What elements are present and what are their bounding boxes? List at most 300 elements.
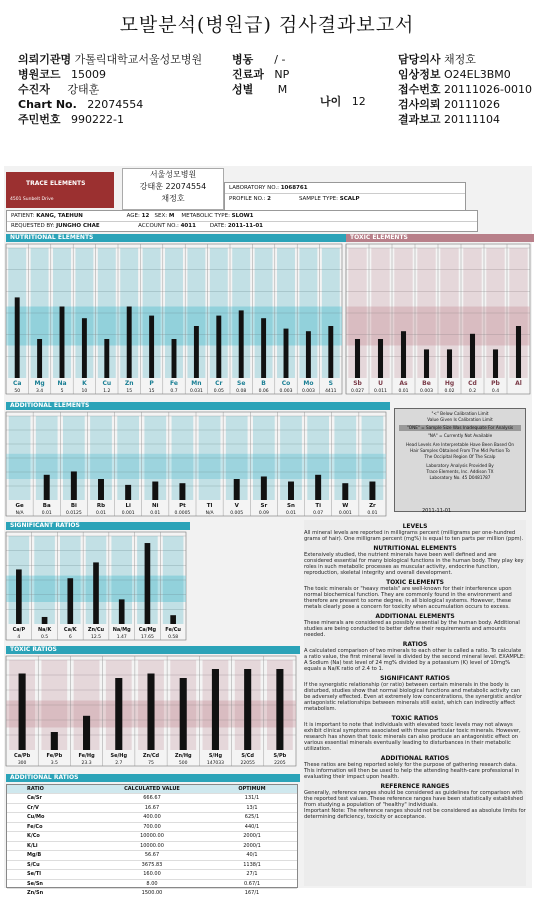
bar-Cd (470, 334, 475, 378)
category-label: S/Cd (241, 753, 255, 759)
bar-Pt (179, 483, 185, 500)
significant-ratios-chart (6, 532, 186, 640)
value-label: 0.07 (313, 511, 324, 516)
note-heading: TOXIC RATIOS (391, 715, 439, 722)
legend-line: Trace Elements, Inc. Addison TX (426, 469, 494, 474)
table-cell: 40/1 (246, 852, 258, 858)
value-label: 4411 (325, 389, 337, 394)
value-label: 5 (60, 389, 64, 394)
value: O24EL3BM0 (444, 68, 511, 81)
toxic-banner: TOXIC ELEMENTS (346, 234, 534, 242)
value-label: 0.01 (150, 511, 161, 516)
value-label: 300 (17, 761, 27, 766)
value-label: 2205 (274, 761, 286, 766)
category-label: Ca/K (63, 627, 77, 633)
label: PROFILE NO.: (229, 196, 266, 202)
table-cell: 13/1 (246, 804, 258, 811)
additional-chart (6, 412, 386, 516)
table-cell: S/Cu (27, 861, 40, 868)
value-label: 3.5 (50, 761, 58, 766)
table-row (7, 879, 297, 889)
bar-Sr (261, 476, 267, 500)
value: 12 (351, 95, 366, 108)
scanned-report (4, 166, 532, 896)
bar-Li (125, 485, 131, 500)
category-label: P (149, 380, 154, 387)
category-label: Mn (191, 380, 202, 387)
label: DATE: (209, 223, 227, 229)
column-tint (34, 536, 55, 624)
table-cell: Zn/Sn (27, 890, 44, 896)
table-cell: 16.67 (144, 804, 160, 811)
table-cell: 27/1 (246, 871, 258, 877)
header-age (320, 94, 366, 109)
value: 4011 (180, 223, 196, 229)
bar-Fe/Pb (51, 732, 58, 750)
value-label: 1.2 (103, 389, 111, 394)
category-label: Be (422, 380, 431, 387)
bar-Zn (127, 307, 132, 379)
bar-Pb (493, 349, 498, 378)
category-label: Rb (96, 503, 106, 509)
column-header: RATIO (27, 786, 44, 792)
table-row (7, 888, 297, 898)
bar-Ca/K (67, 578, 73, 624)
value-label: 0.7 (170, 389, 178, 394)
table-cell: Mg/B (27, 852, 42, 858)
category-label: Ca/Pb (14, 753, 31, 759)
value-label: 500 (178, 761, 188, 766)
column-tint (163, 536, 184, 624)
value-label: 0.2 (468, 389, 477, 394)
value-label: 0.05 (213, 389, 224, 394)
bar-Mg (37, 339, 42, 378)
value: 2011-11-01 (227, 223, 264, 229)
note-heading: SIGNIFICANT RATIOS (380, 675, 450, 682)
note-text: These minerals are considered as possibly essential by the human body. Additional studies are being conducted to better define their requirements and amounts needed. (304, 620, 520, 638)
bar-Be (424, 349, 429, 378)
column-header: CALCULATED VALUE (124, 786, 180, 792)
bar-K (82, 318, 87, 378)
value-label: 0.031 (189, 389, 203, 394)
note-heading: ADDITIONAL RATIOS (380, 755, 450, 762)
label: 담당의사 (398, 53, 441, 66)
additional-banner: ADDITIONAL ELEMENTS (6, 402, 390, 410)
table-body (7, 793, 297, 898)
category-label: Ge (15, 503, 24, 509)
value: M (277, 83, 288, 96)
label: SEX: (154, 213, 168, 219)
bar-Ba (44, 475, 50, 500)
header-row (18, 67, 202, 82)
table-cell: K/Li (27, 842, 38, 849)
value-label: 6 (68, 635, 72, 640)
table-cell: Ca/Sr (27, 795, 42, 801)
label: REQUESTED BY: (11, 223, 55, 229)
nutritional-banner: NUTRITIONAL ELEMENTS (6, 234, 346, 242)
value: 2 (267, 196, 271, 202)
note-text: These ratios are being reported solely for the purpose of gathering research data. This information will then be used to help the attending health-care professional in evaluating their impact upon health. (304, 762, 520, 780)
label: 주민번호 (18, 113, 61, 126)
note-text: All mineral levels are reported in milligrams percent (milligrams per one-hundred grams of hair). One milligram percent (mg%) is equal to ten parts per million (ppm). (304, 530, 524, 542)
table-cell: 2000/1 (243, 842, 261, 849)
legend-line: Laboratory Analysis Provided By (426, 463, 494, 468)
additional-ratios-table (6, 784, 298, 896)
note-heading: NUTRITIONAL ELEMENTS (373, 545, 457, 552)
bar-Zr (369, 482, 375, 500)
table-cell: 700.00 (143, 823, 161, 830)
bar-P (149, 316, 154, 378)
lab-name: TRACE ELEMENTS (26, 180, 86, 187)
value-label: 0.001 (121, 511, 135, 516)
table-cell: 10000.00 (140, 842, 164, 849)
value-label: 10 (81, 389, 88, 394)
category-label: Fe/Hg (78, 753, 95, 759)
label: 의뢰기관명 (18, 53, 72, 66)
note-heading: ADDITIONAL ELEMENTS (375, 613, 455, 620)
value-label: 0.58 (168, 635, 179, 640)
value-label: 0.02 (444, 389, 455, 394)
label: 병원코드 (18, 68, 61, 81)
bar-S/Hg (212, 669, 219, 750)
category-label: Sn (287, 503, 295, 509)
category-label: Pb (491, 380, 500, 387)
label: Chart No. (18, 98, 77, 111)
note-text: A calculated comparison of two minerals to each other is called a ratio. To calculate a ratio value, the first mineral level is divided by the second mineral level. EXAMPLE: A Sodium (Na) test level of 24 mg% divided by a potassium (K) level of 10mg% equals a Na/K ratio of 2.4 to 1. (304, 648, 525, 672)
value-label: 0.005 (230, 511, 244, 516)
value-label: 15 (148, 389, 155, 394)
add-ratios-banner: ADDITIONAL RATIOS (6, 774, 300, 782)
value-label: 0.08 (236, 389, 247, 394)
category-label: W (342, 503, 349, 509)
category-label: Mo (303, 380, 314, 387)
value: NP (274, 68, 290, 81)
value: 15009 (71, 68, 107, 81)
bar-B (261, 318, 266, 378)
category-label: Ni (152, 503, 159, 509)
patient-info-box (6, 210, 478, 232)
bar-Zn/Hg (180, 678, 187, 750)
value-label: 17.65 (140, 635, 154, 640)
category-label: Zn/Hg (174, 753, 192, 759)
category-label: Cr (215, 380, 223, 387)
value-label: 1.47 (116, 635, 127, 640)
table-cell: 8.00 (146, 880, 158, 887)
category-label: S/Pb (273, 753, 287, 759)
label: 임상정보 (398, 68, 441, 81)
header-left (18, 52, 202, 127)
category-label: Fe (170, 380, 178, 387)
value: M (168, 213, 175, 219)
bar-Ti (315, 475, 321, 500)
bar-Fe/Hg (83, 716, 90, 750)
table-row (7, 793, 297, 803)
header-row (18, 97, 202, 112)
value-label: 0.06 (258, 389, 269, 394)
value: 22074554 (87, 98, 144, 111)
bar-S/Cd (244, 669, 251, 750)
category-label: Mg (34, 380, 45, 387)
table-row (7, 860, 297, 870)
category-label: Ti (315, 503, 321, 509)
value: 1068761 (280, 185, 308, 191)
bar-U (378, 339, 383, 378)
value-label: 22055 (240, 761, 255, 766)
label: 검사의뢰 (398, 98, 441, 111)
legend-line: Value Given Is Calibration Limit (427, 417, 493, 422)
header-mid (232, 52, 289, 97)
value: 20111026-0010 (444, 83, 532, 96)
table-row (7, 831, 297, 841)
toxic-ratios-chart (6, 656, 296, 766)
category-label: Hg (444, 380, 455, 387)
page-title: 모발분석(병원급) 검사결과보고서 (119, 14, 415, 36)
notes-column (304, 520, 526, 886)
category-label: Ca/Mg (138, 627, 157, 633)
value-label: N/A (205, 511, 214, 516)
stamp-line: 채정호 (161, 194, 185, 203)
label: 수진자 (18, 83, 50, 96)
category-label: Cu (102, 380, 112, 387)
table-header (7, 785, 297, 793)
category-label: Ba (42, 503, 51, 509)
table-cell: 160.00 (143, 871, 161, 877)
value-label: 0.0125 (65, 511, 82, 516)
sig-ratios-banner: SIGNIFICANT RATIOS (6, 522, 190, 530)
table-cell: Fe/Co (27, 823, 43, 830)
category-label: Sb (353, 380, 362, 387)
bar-Fe/Cu (170, 615, 176, 624)
lab-address: 4501 Sunbelt Drive (10, 197, 54, 202)
value-label: 4 (17, 635, 21, 640)
column-header: OPTIMUM (238, 786, 266, 792)
bar-W (342, 483, 348, 500)
value: 강태훈 (67, 83, 100, 96)
label: PATIENT: (11, 213, 35, 219)
label: METABOLIC TYPE: (181, 213, 230, 219)
category-label: S (328, 380, 333, 387)
category-label: Se/Hg (110, 753, 128, 759)
report-date: 2011-11-01 (422, 508, 452, 514)
value: 가톨릭대학교서울성모병원 (74, 53, 203, 66)
category-label: Fe/Cu (165, 627, 181, 633)
bar-Sb (355, 339, 360, 378)
note-heading: RATIOS (402, 641, 428, 648)
bar-Sn (288, 482, 294, 500)
note-heading: LEVELS (402, 523, 428, 530)
table-cell: 10000.00 (140, 833, 164, 839)
value-label: 0.027 (351, 389, 364, 394)
note-text: Important Note: The reference ranges should not be considered as absolute limits for determining deficiency, toxicity or acceptance. (304, 808, 526, 820)
category-label: Zn/Cu (87, 627, 105, 633)
category-label: As (399, 380, 408, 387)
legend-line: Hair Samples Obtained From The Mid Portion To (410, 448, 510, 453)
table-row (7, 869, 297, 879)
table-cell: Se/Tl (27, 871, 41, 877)
value-label: 0.003 (301, 389, 315, 394)
value-label: 0.01 (398, 389, 409, 394)
category-label: V (234, 503, 239, 509)
value-label: 0.01 (285, 511, 297, 516)
bar-V (234, 479, 240, 500)
value-label: 0.01 (41, 511, 52, 516)
table-cell: 3675.83 (141, 861, 163, 868)
note-text: If the synergistic relationship (or ratio) between certain minerals in the body is disturbed, studies show that normal biological functions and metabolic activity can be adversely effected. Even at extremely low concentrations, the synergistic and/or antagonistic relationships between minerals still exist, which can indirectly affect metabolism. (304, 682, 522, 712)
bar-Ca/Pb (19, 674, 26, 751)
table-cell: 625/1 (244, 814, 260, 820)
label: 병동 (232, 53, 254, 66)
category-label: Na/Mg (112, 627, 131, 633)
value-label: 23.3 (81, 761, 92, 766)
lab-logo (6, 172, 114, 208)
legend-line: "ONE" = Sample Size Was Inadequate For Analysis (399, 425, 521, 431)
value-label: 2.7 (115, 761, 123, 766)
legend-line: Laboratory No. 45 D0481787 (429, 475, 491, 480)
bar-S/Pb (276, 669, 283, 750)
bar-Se/Hg (115, 678, 122, 750)
header-row (18, 52, 202, 67)
value: SLOW1 (231, 213, 254, 219)
table-cell: 400.00 (143, 814, 161, 820)
table-cell: Se/Sn (27, 880, 43, 887)
table-row (7, 850, 297, 860)
note-text: It is important to note that individuals with elevated toxic levels may not always exhibit clinical symptoms associated with those particular toxic minerals. However, research has shown that toxic minerals can also produce an antagonistic effect on various essential minerals eventually leading to disturbances in their metabolic utilization. (304, 722, 521, 752)
stamp-line: 서울성모병원 (149, 170, 197, 179)
value: 채정호 (444, 53, 476, 66)
bar-Na/Mg (119, 599, 125, 624)
value-label: 12.5 (90, 635, 102, 640)
category-label: Se (237, 380, 246, 387)
bar-Bi (71, 471, 77, 500)
legend-box (394, 408, 526, 512)
header-row (18, 112, 202, 127)
table-row (7, 803, 297, 813)
value-label: 147033 (206, 761, 225, 766)
column-tint (9, 416, 31, 500)
bar-Ca/P (16, 569, 22, 624)
value: KANG, TAEHUN (36, 213, 83, 219)
value-label: 75 (148, 761, 154, 766)
value-label: 0.001 (338, 511, 352, 516)
value-label: 0.003 (279, 389, 293, 394)
bar-Ca/Mg (145, 543, 151, 624)
label: SAMPLE TYPE: (298, 196, 339, 202)
category-label: Ca (12, 380, 22, 387)
category-label: Zr (369, 503, 376, 509)
value-label: 0.003 (420, 389, 433, 394)
category-label: Ca/P (12, 627, 26, 633)
nutritional-chart (6, 244, 342, 394)
label: 나이 (320, 95, 342, 108)
value-label: 15 (126, 389, 133, 394)
category-label: Pt (179, 503, 186, 509)
patient-stamp (122, 168, 224, 210)
value: JUNGHO CHAE (56, 223, 100, 229)
legend-line: "NA" = Currently Not Available (427, 433, 493, 438)
label: 성별 (232, 83, 254, 96)
value-label: 0.0005 (174, 511, 191, 516)
toxic-ratios-banner: TOXIC RATIOS (6, 646, 300, 654)
bar-Zn/Cd (147, 674, 154, 751)
bar-Fe (172, 339, 177, 378)
label: ACCOUNT NO.: (138, 223, 179, 229)
label: LABORATORY NO.: (229, 185, 279, 191)
category-label: Sr (260, 503, 268, 509)
category-label: Li (125, 503, 131, 509)
stamp-line: 강태훈 22074554 (139, 182, 207, 191)
bar-Cr (216, 316, 221, 378)
note-text: The toxic minerals or "heavy metals" are well-known for their interference upon normal biochemical function. They are commonly found in the environment and therefore are present to some degree, in all biological systems. However, these metals clearly pose a concern for toxicity when accumulation occurs to excess. (304, 586, 512, 610)
bar-Cu (104, 339, 109, 378)
value-label: 50 (14, 389, 21, 394)
table-cell: 1138/1 (243, 861, 261, 868)
value-label: 0.5 (40, 635, 49, 640)
bar-Mn (194, 326, 199, 378)
note-text: Generally, reference ranges should be considered as guidelines for comparison with the reported test values. These reference ranges have been statistically established from studying a population of "healthy" individuals. (304, 790, 523, 808)
table-cell: Cu/Mo (27, 814, 45, 820)
category-label: B (261, 380, 266, 387)
value: SCALP (339, 196, 360, 202)
header-right (398, 52, 532, 127)
table-cell: 2000/1 (243, 833, 261, 839)
value: 990222-1 (71, 113, 124, 126)
value-label: 3.4 (36, 389, 44, 394)
table-row (7, 822, 297, 832)
value: / - (274, 53, 286, 66)
table-row (7, 841, 297, 851)
category-label: Zn/Cd (142, 753, 160, 759)
category-label: Co (281, 380, 291, 387)
category-label: Na (57, 380, 67, 387)
column-tint (199, 416, 221, 500)
table-cell: 56.67 (144, 852, 160, 858)
category-label: S/Hg (208, 753, 223, 759)
value: 12 (141, 213, 150, 219)
header-row (18, 82, 202, 97)
note-heading: REFERENCE RANGES (380, 783, 450, 790)
value-label: N/A (15, 511, 24, 516)
bar-Se (239, 310, 244, 378)
bar-Mo (306, 331, 311, 378)
bar-Ni (152, 482, 158, 500)
value: 20111026 (444, 98, 501, 111)
table-cell: 131/1 (244, 795, 260, 801)
table-cell: 167/1 (244, 890, 260, 896)
legend-line: Head Levels Are Interpretable Have Been Based On (405, 442, 515, 447)
bar-Al (516, 326, 521, 378)
note-text: Extensively studied, the nutrient minerals have been well defined and are considered essential for many biological functions in the human body. They play key roles in such metabolic processes as muscular activity, endocrine function, reproduction, skeletal integrity and overall development. (304, 552, 524, 576)
category-label: Bi (70, 503, 77, 509)
table-cell: K/Co (27, 833, 40, 839)
label: AGE: (126, 213, 140, 219)
bar-Co (284, 329, 289, 378)
label: 진료과 (232, 68, 264, 81)
label: 접수번호 (398, 83, 441, 96)
bar-As (401, 331, 406, 378)
value-label: 0.01 (95, 511, 107, 516)
value-label: 0.4 (491, 389, 500, 394)
table-cell: 1500.00 (141, 890, 163, 896)
table-cell: 666.67 (143, 795, 161, 801)
bar-Hg (447, 349, 452, 378)
bar-S (328, 326, 333, 378)
category-label: Zn (124, 380, 134, 387)
note-heading: TOXIC ELEMENTS (386, 579, 444, 586)
bar-Ca (15, 297, 20, 378)
bar-Zn/Cu (93, 562, 99, 624)
table-row (7, 812, 297, 822)
category-label: Fe/Pb (46, 753, 63, 759)
